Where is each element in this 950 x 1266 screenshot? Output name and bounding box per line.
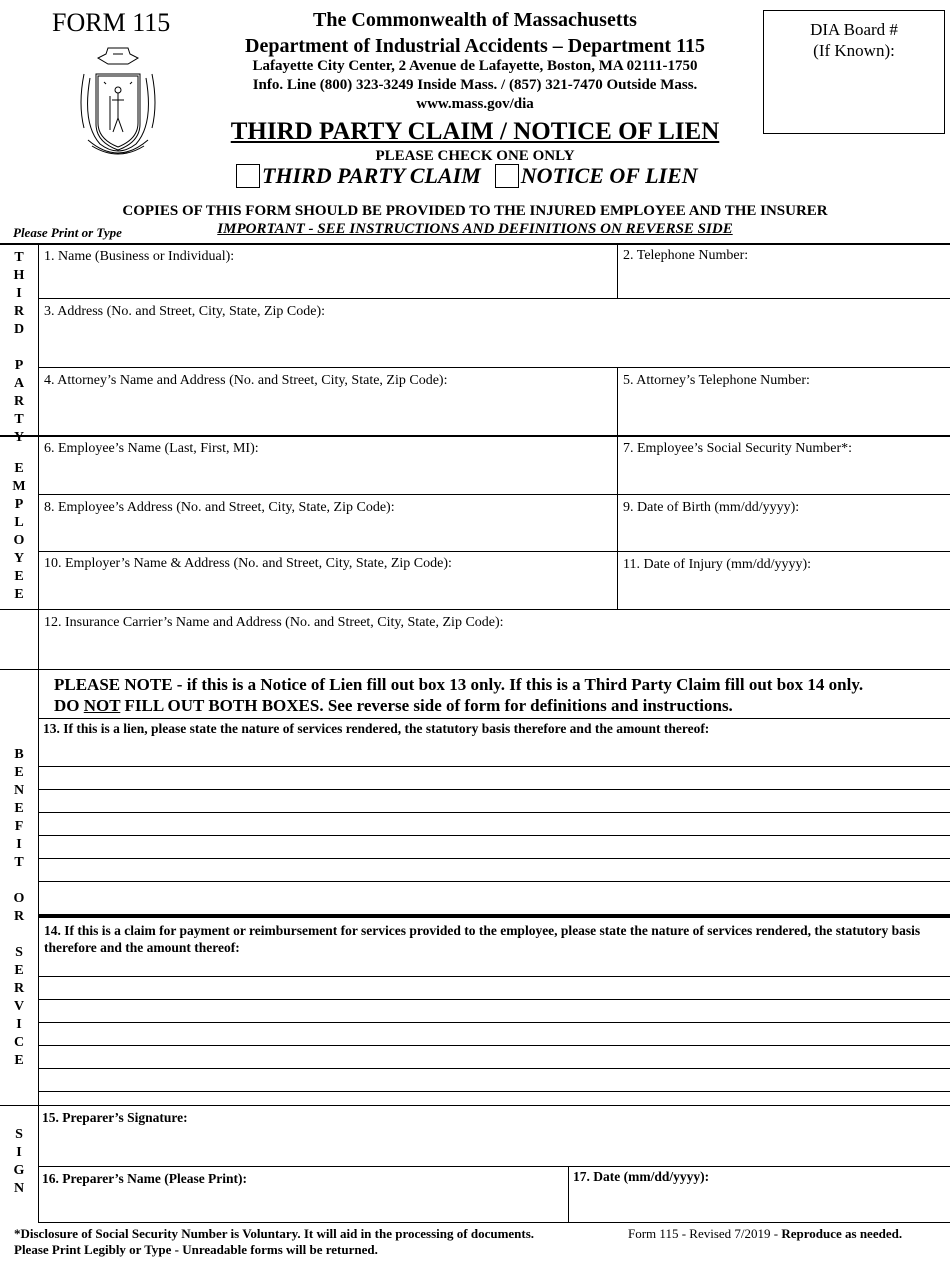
field-14-claim-description[interactable]: 14. If this is a claim for payment or reimbursement for services provided to the employee, please state the nature of services rendered, the statutory basis therefore and the amount thereof: (44, 923, 921, 955)
print-instruction: Please Print or Type (13, 225, 122, 240)
employee-section-label: E M P L O Y E E (12, 461, 26, 602)
form-number: FORM 115 (52, 8, 171, 37)
massachusetts-seal-icon (68, 44, 168, 162)
commonwealth-heading: The Commonwealth of Massachusetts (313, 9, 637, 31)
field-2-telephone[interactable]: 2. Telephone Number: (623, 248, 749, 263)
department-heading: Department of Industrial Accidents – Department 115 (245, 35, 705, 57)
field-13-lien-description[interactable]: 13. If this is a lien, please state the nature of services rendered, the statutory basis therefore and the amount thereof: (43, 721, 710, 736)
sign-section-label: S I G N (13, 1127, 25, 1196)
website: www.mass.gov/dia (416, 96, 534, 112)
important-instruction: IMPORTANT - SEE INSTRUCTIONS AND DEFINITIONS ON REVERSE SIDE (217, 221, 733, 237)
third-party-section-label: T H I R D P A R T Y (13, 250, 25, 445)
notice-of-lien-label: NOTICE OF LIEN (520, 163, 698, 188)
form-title: THIRD PARTY CLAIM / NOTICE OF LIEN (230, 118, 720, 145)
info-line: Info. Line (800) 323-3249 Inside Mass. / (857) 321-7470 Outside Mass. (252, 77, 698, 93)
field-12-insurance-carrier[interactable]: 12. Insurance Carrier’s Name and Address (No. and Street, City, State, Zip Code): (44, 615, 504, 630)
third-party-claim-label: THIRD PARTY CLAIM (262, 163, 481, 188)
field-7-employee-ssn[interactable]: 7. Employee’s Social Security Number*: (623, 441, 853, 456)
field-3-address[interactable]: 3. Address (No. and Street, City, State, Zip Code): (44, 304, 325, 319)
copies-instruction: COPIES OF THIS FORM SHOULD BE PROVIDED TO THE INJURED EMPLOYEE AND THE INSURER (122, 203, 828, 219)
field-16-preparer-name[interactable]: 16. Preparer’s Name (Please Print): (42, 1171, 248, 1186)
dia-board-box[interactable] (763, 10, 945, 134)
department-address: Lafayette City Center, 2 Avenue de Lafayette, Boston, MA 02111-1750 (252, 58, 698, 74)
field-6-employee-name[interactable]: 6. Employee’s Name (Last, First, MI): (44, 441, 259, 456)
field-10-employer-name-address[interactable]: 10. Employer’s Name & Address (No. and Street, City, State, Zip Code): (44, 556, 452, 571)
note-line-1: PLEASE NOTE - if this is a Notice of Lien fill out box 13 only. If this is a Third Party Claim fill out box 14 only. (54, 675, 864, 694)
field-15-preparer-signature[interactable]: 15. Preparer’s Signature: (42, 1110, 188, 1125)
field-17-date[interactable]: 17. Date (mm/dd/yyyy): (573, 1169, 710, 1184)
field-4-attorney-name-address[interactable]: 4. Attorney’s Name and Address (No. and Street, City, State, Zip Code): (44, 373, 448, 388)
form-revision: Form 115 - Revised 7/2019 - Reproduce as needed. (628, 1226, 903, 1241)
third-party-claim-checkbox[interactable] (236, 164, 260, 188)
field-5-attorney-telephone[interactable]: 5. Attorney’s Telephone Number: (623, 373, 810, 388)
notice-of-lien-checkbox[interactable] (495, 164, 519, 188)
claim-type-options (236, 163, 698, 189)
field-8-employee-address[interactable]: 8. Employee’s Address (No. and Street, City, State, Zip Code): (44, 500, 395, 515)
field-1-name[interactable]: 1. Name (Business or Individual): (44, 249, 235, 264)
check-one-instruction: PLEASE CHECK ONE ONLY (375, 148, 575, 164)
field-11-date-of-injury[interactable]: 11. Date of Injury (mm/dd/yyyy): (623, 557, 812, 572)
benefit-or-service-section-label: B E N E F I T O R S E R V I C E (13, 747, 25, 1068)
dia-board-label: DIA Board # (810, 20, 898, 39)
dia-board-if-known: (If Known): (813, 41, 895, 60)
note-line-2: DO NOT FILL OUT BOTH BOXES. See reverse side of form for definitions and instructions. (54, 696, 733, 715)
ssn-disclosure: *Disclosure of Social Security Number is Voluntary. It will aid in the processing of documents. (14, 1226, 535, 1241)
please-note (54, 674, 863, 716)
field-9-date-of-birth[interactable]: 9. Date of Birth (mm/dd/yyyy): (623, 500, 800, 515)
print-legibly-notice: Please Print Legibly or Type - Unreadable forms will be returned. (14, 1242, 378, 1257)
